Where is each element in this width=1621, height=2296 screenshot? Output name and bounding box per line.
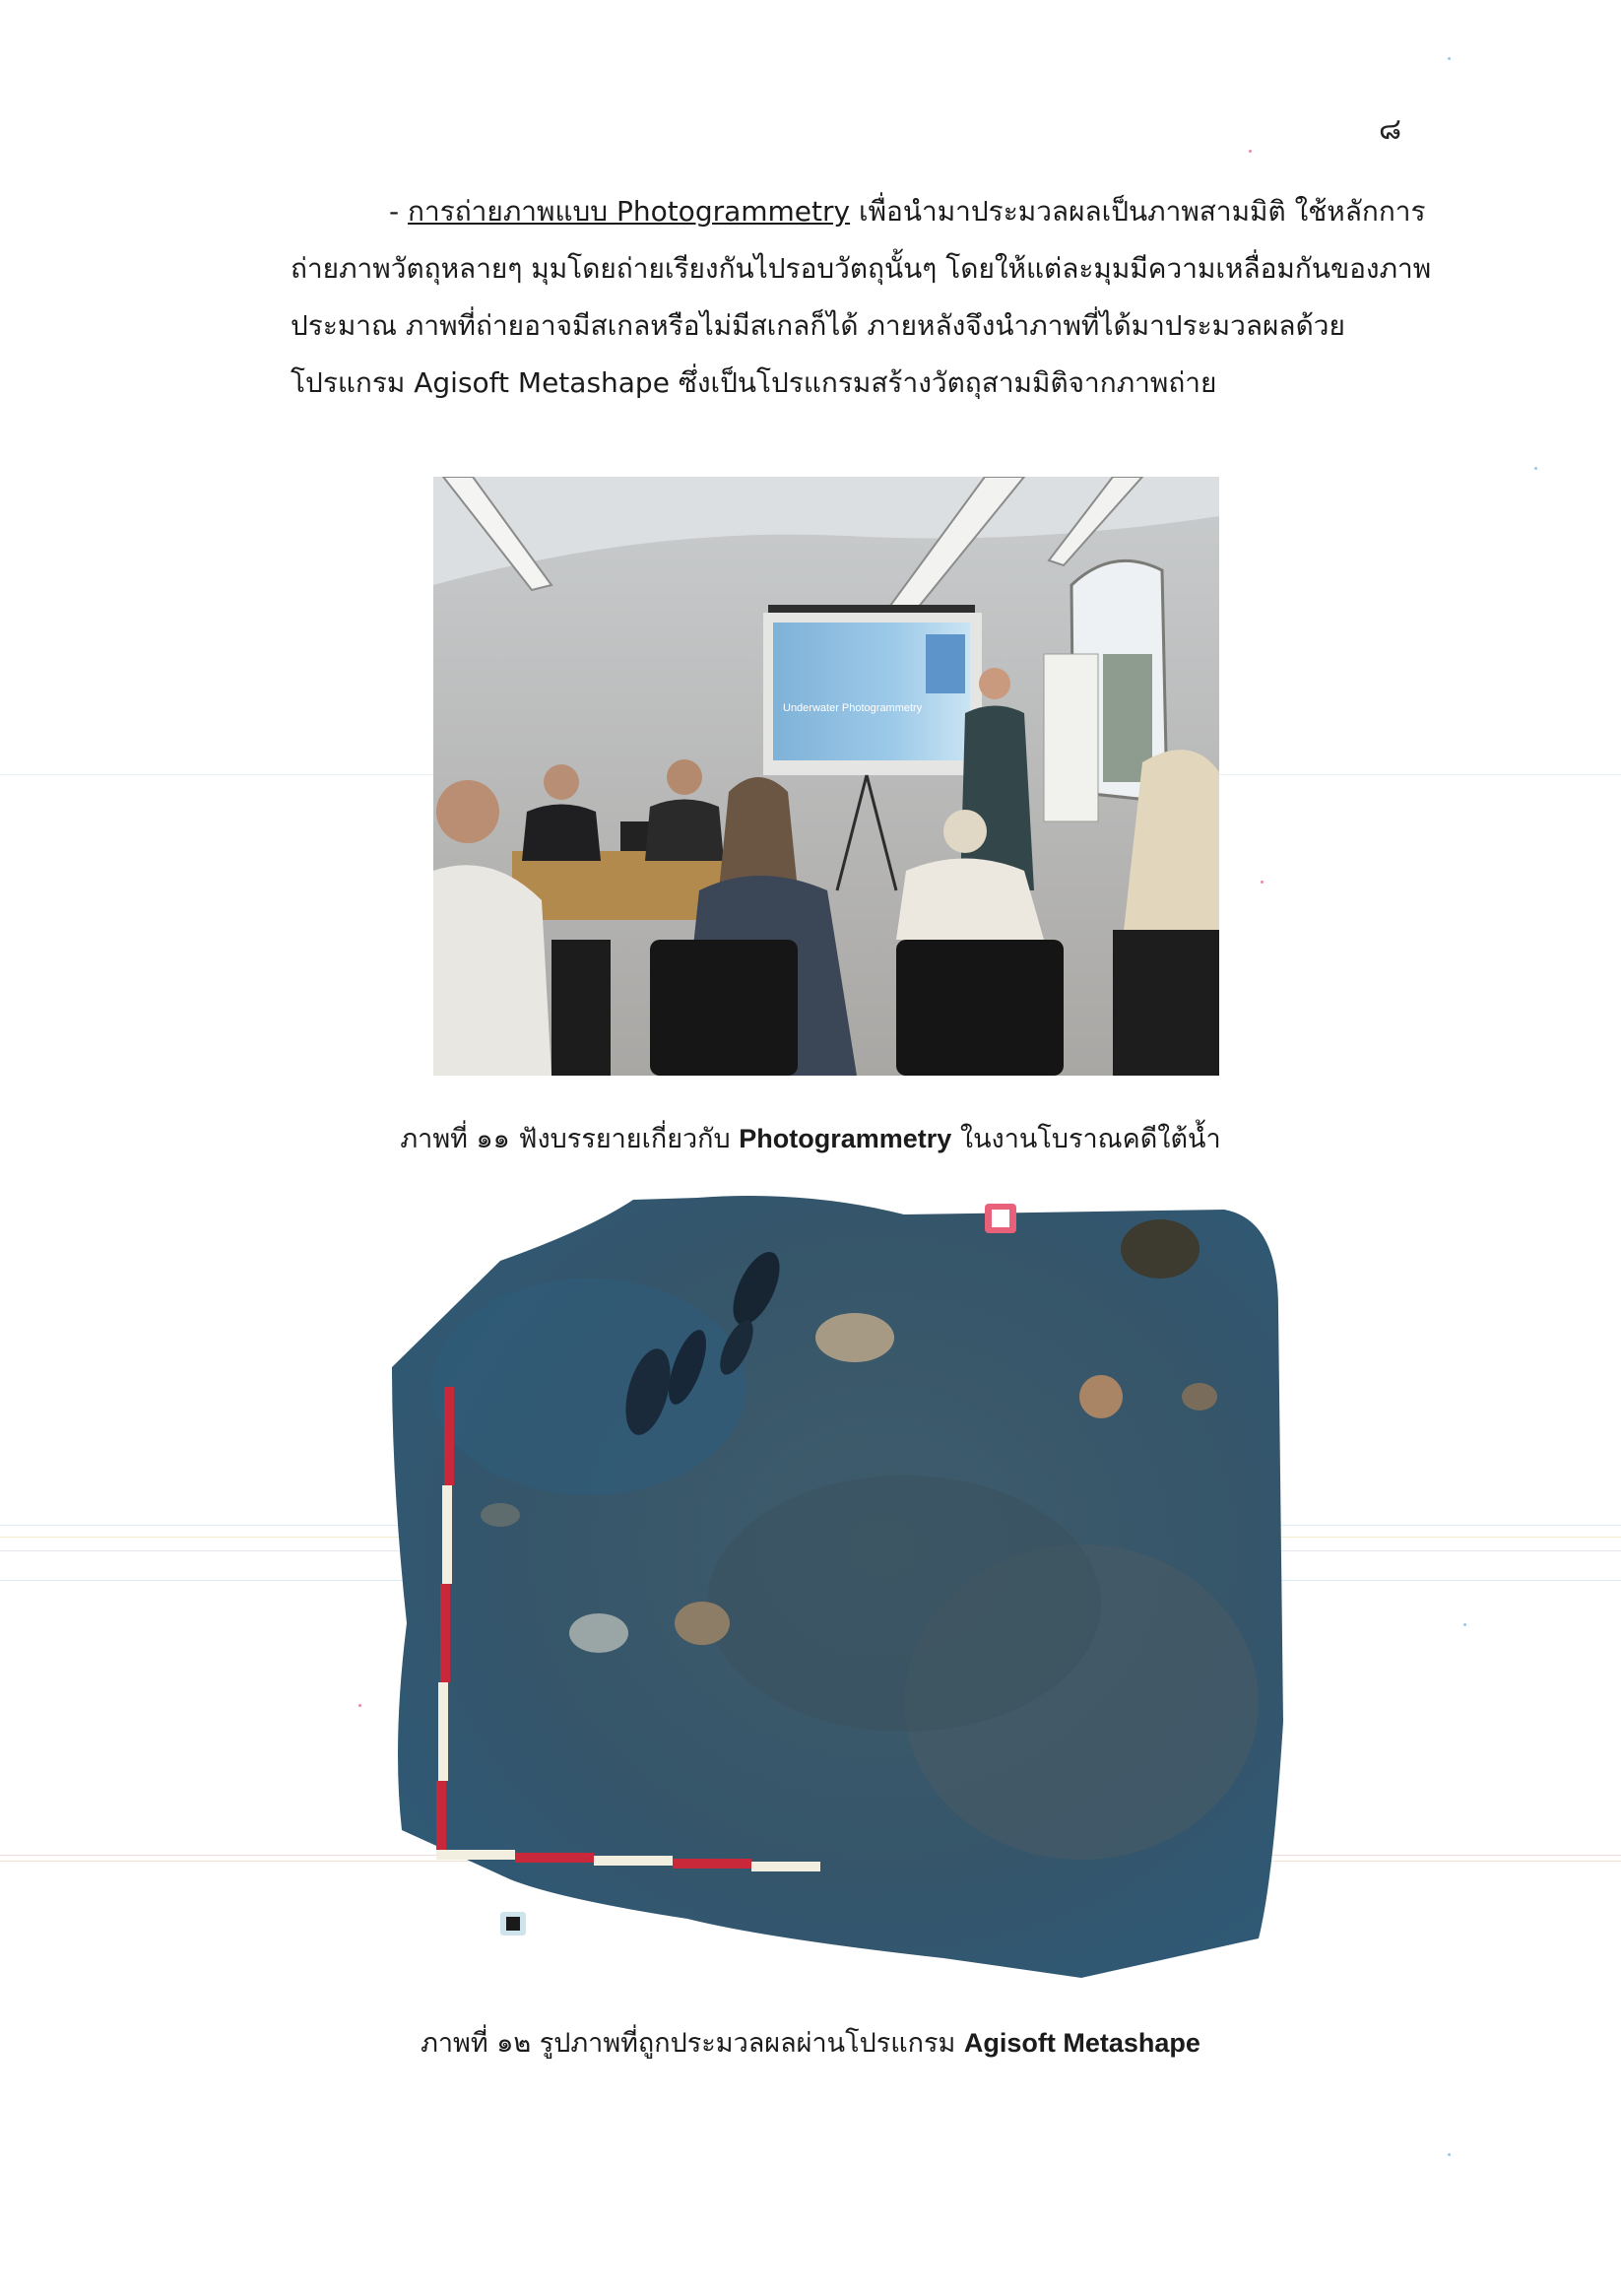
seabed-sediment — [707, 1476, 1101, 1732]
audience-member — [896, 859, 1044, 941]
scan-speck — [358, 1704, 361, 1707]
target-marker — [506, 1917, 520, 1931]
caption-latin: Photogrammetry — [739, 1124, 952, 1153]
paragraph-line — [291, 183, 1426, 240]
panelist-head — [667, 759, 702, 795]
paragraph-line: โปรแกรม Agisoft Metashape ซึ่งเป็นโปรแกรมสร้างวัตถุสามมิติจากภาพถ่าย — [291, 366, 1217, 399]
seabed-orthomosaic — [392, 1190, 1283, 1981]
whiteboard — [1044, 654, 1098, 821]
paragraph-text: เพื่อนำมาประมวลผลเป็นภาพสามมิติ ใช้หลักการ — [850, 195, 1426, 228]
panelist — [645, 800, 724, 862]
audience-hair — [719, 777, 798, 890]
seabed-shadow — [431, 1279, 746, 1495]
underlined-heading: การถ่ายภาพแบบ Photogrammetry — [408, 195, 851, 228]
chair — [896, 940, 1064, 1076]
ceramic-fragment — [675, 1602, 730, 1645]
audience-head — [943, 810, 987, 853]
screen-case — [768, 605, 975, 613]
scan-speck — [1463, 1623, 1466, 1626]
lecture-photo — [433, 477, 1219, 1076]
body-paragraph — [291, 183, 1432, 412]
panelist — [522, 805, 601, 862]
slide-title: Underwater Photogrammetry — [783, 702, 923, 714]
slide-image — [926, 634, 965, 693]
stone — [569, 1613, 628, 1653]
scan-speck — [1249, 150, 1252, 153]
chair — [650, 940, 798, 1076]
caption-prefix: ภาพที่ ๑๒ รูปภาพที่ถูกประมวลผลผ่านโปรแกรม — [421, 2028, 964, 2059]
page-number: ๘ — [1379, 112, 1402, 147]
scan-speck — [1448, 2153, 1451, 2156]
paragraph-line: ถ่ายภาพวัตถุหลายๆ มุมโดยถ่ายเรียงกันไปรอบวัตถุนั้นๆ โดยให้แต่ละมุมมีความเหลื่อมกันของภาพ — [291, 252, 1432, 285]
caption-suffix: ในงานโบราณคดีใต้น้ำ — [951, 1124, 1221, 1154]
presenter-head — [979, 668, 1010, 699]
audience-head — [436, 780, 499, 843]
chair — [1113, 930, 1219, 1076]
figure-11-caption — [0, 1117, 1621, 1159]
rock — [1182, 1383, 1217, 1410]
rock — [1121, 1219, 1200, 1279]
list-dash: - — [389, 195, 409, 228]
scan-speck — [1261, 881, 1264, 884]
stone — [815, 1313, 894, 1362]
scan-speck — [1534, 467, 1537, 470]
paragraph-line: ประมาณ ภาพที่ถ่ายอาจมีสเกลหรือไม่มีสเกลก็ได้ ภายหลังจึงนำภาพที่ได้มาประมวลผลด้วย — [291, 309, 1345, 342]
audience-member — [433, 865, 551, 1076]
target-marker — [992, 1210, 1009, 1227]
scan-speck — [1448, 57, 1451, 60]
stone — [1079, 1375, 1123, 1418]
panelist-head — [544, 764, 579, 800]
rock — [481, 1503, 520, 1527]
caption-prefix: ภาพที่ ๑๑ ฟังบรรยายเกี่ยวกับ — [400, 1124, 740, 1154]
chair — [551, 940, 611, 1076]
figure-12-caption — [0, 2021, 1621, 2064]
caption-latin: Agisoft Metashape — [963, 2028, 1200, 2058]
